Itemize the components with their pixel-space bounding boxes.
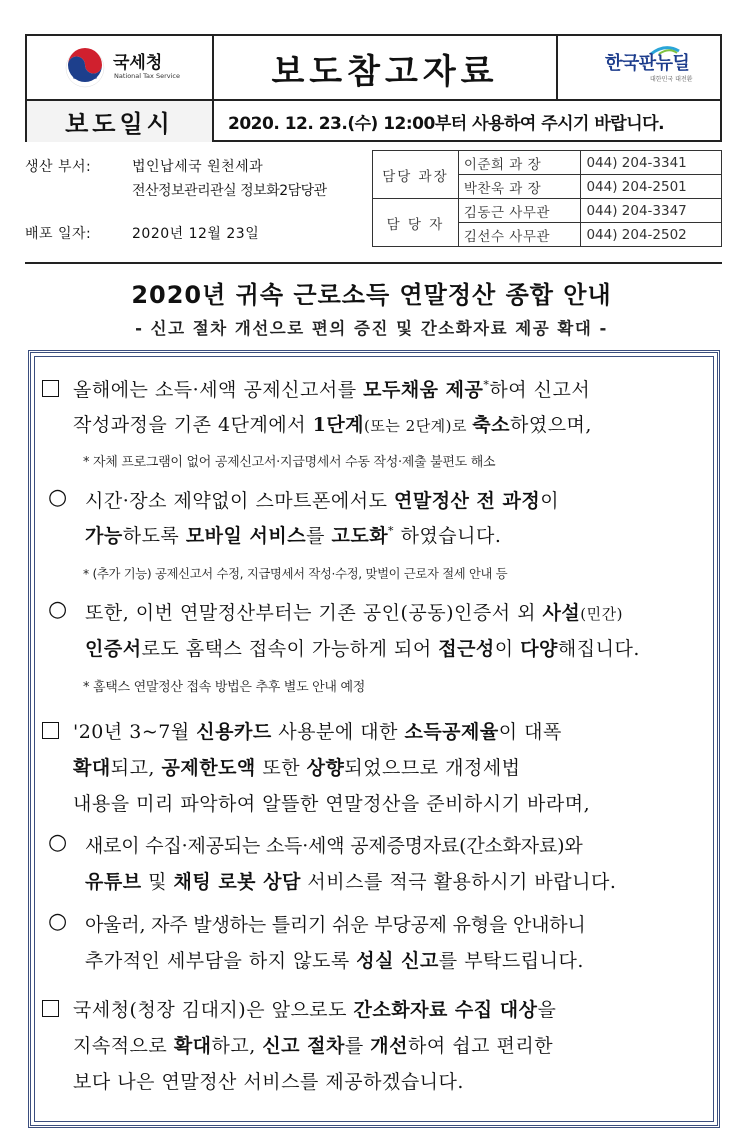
circle-bullet-icon: ○ [48,909,68,934]
contact-row [373,151,722,175]
contact-role: 담당 과장 [373,151,459,199]
contact-name: 이준희 과 장 [458,151,581,175]
emphasis-span: 신고 절차 [262,1035,345,1057]
emphasis-span: 간소화자료 수집 대상 [353,999,538,1021]
text-span: 시간·장소 제약없이 스마트폰에서도 [85,490,394,512]
emphasis-span: 채팅 로봇 상담 [173,871,301,893]
text-span: 및 [141,871,174,893]
checkbox-square-icon [42,380,59,397]
contact-role: 담 당 자 [373,199,459,247]
sub-title: - 신고 절차 개선으로 편의 증진 및 간소화자료 제공 확대 - [135,319,608,338]
contact-phone: 044) 204-3347 [581,199,722,223]
distribution-date-value: 2020년 12월 23일 [132,226,260,242]
text-span: 서비스를 적극 활용하시기 바랍니다. [300,871,617,893]
contact-row [373,199,722,223]
text-span: 국세청(청장 김대지)은 앞으로도 [73,999,354,1021]
text-span: 지속적으로 [73,1035,174,1057]
text-span: 하여 신고서 [489,379,591,401]
emphasis-span: 모바일 서비스 [185,525,307,547]
new-deal-name: 한국판뉴딜 [605,53,690,74]
sub-1-line-1 [85,486,559,513]
text-span: 이 [494,638,521,660]
circle-bullet-icon: ○ [48,485,68,510]
sub-2-line-2 [85,634,640,661]
text-span: 이 [540,490,560,512]
release-label-cell [27,101,214,142]
paragraph-2-line-3: 내용을 미리 파악하여 알뜰한 연말정산을 준비하시기 바라며, [73,793,591,815]
emphasis-span: 접근성 [438,638,495,660]
emphasis-span: 축소 [472,414,510,436]
text-span: (민간) [580,605,623,623]
emphasis-span: 인증서 [85,638,142,660]
emphasis-span: 신용카드 [196,721,272,743]
summary-box [28,350,720,1128]
sub-2-line-1 [85,598,623,625]
text-span: 하였습니다. [394,525,502,547]
text-span: 하도록 [122,525,186,547]
paragraph-1-note: * 자체 프로그램이 없어 공제신고서·지급명세서 수동 작성·제출 불편도 해소 [83,455,496,470]
text-span: '20년 3~7월 [73,721,197,743]
text-span: (또는 2단계)로 [364,417,473,435]
contact-name: 김동근 사무관 [458,199,581,223]
text-span: 로도 홈택스 접속이 가능하게 되어 [141,638,439,660]
text-span: 를 [306,525,332,547]
distribution-date-label: 배포 일자: [25,226,92,242]
emphasis-span: 공제한도액 [161,757,256,779]
paragraph-3-line-2 [73,1031,553,1058]
nts-logo [27,36,214,101]
emphasis-span: 개선 [370,1035,408,1057]
contact-phone: 044) 204-2501 [581,175,722,199]
emphasis-span: 유튜브 [85,871,142,893]
footnote-mark: * [388,524,395,538]
press-header [25,34,722,142]
sub-4-line-1: 아울러, 자주 발생하는 틀리기 쉬운 부당공제 유형을 안내하니 [85,914,586,936]
sub-4-line-2 [85,946,584,973]
text-span: 하여 쉽고 편리한 [407,1035,554,1057]
divider [25,262,722,264]
text-span: 를 [344,1035,371,1057]
release-value-cell [214,101,724,142]
emphasis-span: 1단계 [312,414,365,436]
text-span: 을 [537,999,557,1021]
new-deal-sub: 대한민국 대전환 [650,76,693,83]
text-span: 해집니다. [557,638,640,660]
emphasis-span: 고도화 [331,525,389,547]
contact-phone: 044) 204-3341 [581,151,722,175]
checkbox-square-icon [42,722,59,739]
text-span: 또한, 이번 연말정산부터는 기존 공인(공동)인증서 외 [85,602,543,624]
dept-label: 생산 부서: [25,159,92,175]
text-span: 사용분에 대한 [271,721,405,743]
paragraph-3-line-3: 보다 나은 연말정산 서비스를 제공하겠습니다. [73,1071,464,1093]
paragraph-2-line-2 [73,753,521,780]
emphasis-span: 상향 [306,757,345,779]
dept-line-2: 전산정보관리관실 정보화2담당관 [132,183,327,199]
checkbox-square-icon [42,1000,59,1017]
circle-bullet-icon: ○ [48,597,68,622]
emphasis-span: 확대 [173,1035,212,1057]
release-label: 보도일시 [65,110,174,138]
text-span: 되고, [110,757,162,779]
header-top-row [27,36,720,101]
sub-1-line-2 [85,521,501,548]
paragraph-1-line-1 [73,375,590,402]
sub-3-line-2 [85,867,616,894]
text-span: 또한 [255,757,307,779]
contact-name: 박찬욱 과 장 [458,175,581,199]
emphasis-span: 소득공제율 [404,721,499,743]
nts-emblem-icon [65,48,105,88]
text-span: 작성과정을 기존 4단계에서 [73,414,313,436]
main-title: 2020년 귀속 근로소득 연말정산 종합 안내 [131,281,612,309]
release-text: 2020. 12. 23.(수) 12:00부터 사용하여 주시기 바랍니다. [228,114,665,134]
emphasis-span: 사설 [542,602,581,624]
doc-type-title: 보도참고자료 [271,52,499,92]
circle-bullet-icon: ○ [48,830,68,855]
text-span: 추가적인 세부담을 하지 않도록 [85,950,357,972]
emphasis-span: 확대 [73,757,111,779]
emphasis-span: 연말정산 전 과정 [393,490,541,512]
paragraph-1-line-2 [73,410,592,437]
nts-english-name: National Tax Service [114,72,180,80]
text-span: 되었으므로 개정세법 [344,757,521,779]
contact-table [372,150,722,247]
text-span: 하고, [211,1035,263,1057]
dept-line-1: 법인납세국 원천세과 [132,159,264,175]
text-span: 하였으며, [510,414,592,436]
emphasis-span: 성실 신고 [356,950,439,972]
footnote-mark: * [483,378,490,392]
sub-1-note: * (추가 기능) 공제신고서 수정, 지급명세서 작성·수정, 맞벌이 근로자 절세 안내 등 [83,567,508,581]
korean-new-deal-logo [558,36,724,101]
sub-3-line-1: 새로이 수집·제공되는 소득·세액 공제증명자료(간소화자료)와 [85,835,583,857]
emphasis-span: 모두채움 제공 [363,379,484,401]
text-span: 를 부탁드립니다. [438,950,584,972]
emphasis-span: 다양 [520,638,558,660]
paragraph-3-line-1 [73,995,556,1022]
doc-type-cell [214,36,558,101]
text-span: 이 대폭 [498,721,562,743]
header-date-row [27,101,720,142]
contact-name: 김선수 사무관 [458,223,581,247]
text-span: 올해에는 소득·세액 공제신고서를 [73,379,364,401]
nts-name: 국세청 [113,53,163,73]
sub-2-note: * 홈택스 연말정산 접속 방법은 추후 별도 안내 예정 [83,680,366,695]
document-info [25,150,722,260]
paragraph-2-line-1 [73,717,562,744]
emphasis-span: 가능 [85,525,123,547]
contact-phone: 044) 204-2502 [581,223,722,247]
